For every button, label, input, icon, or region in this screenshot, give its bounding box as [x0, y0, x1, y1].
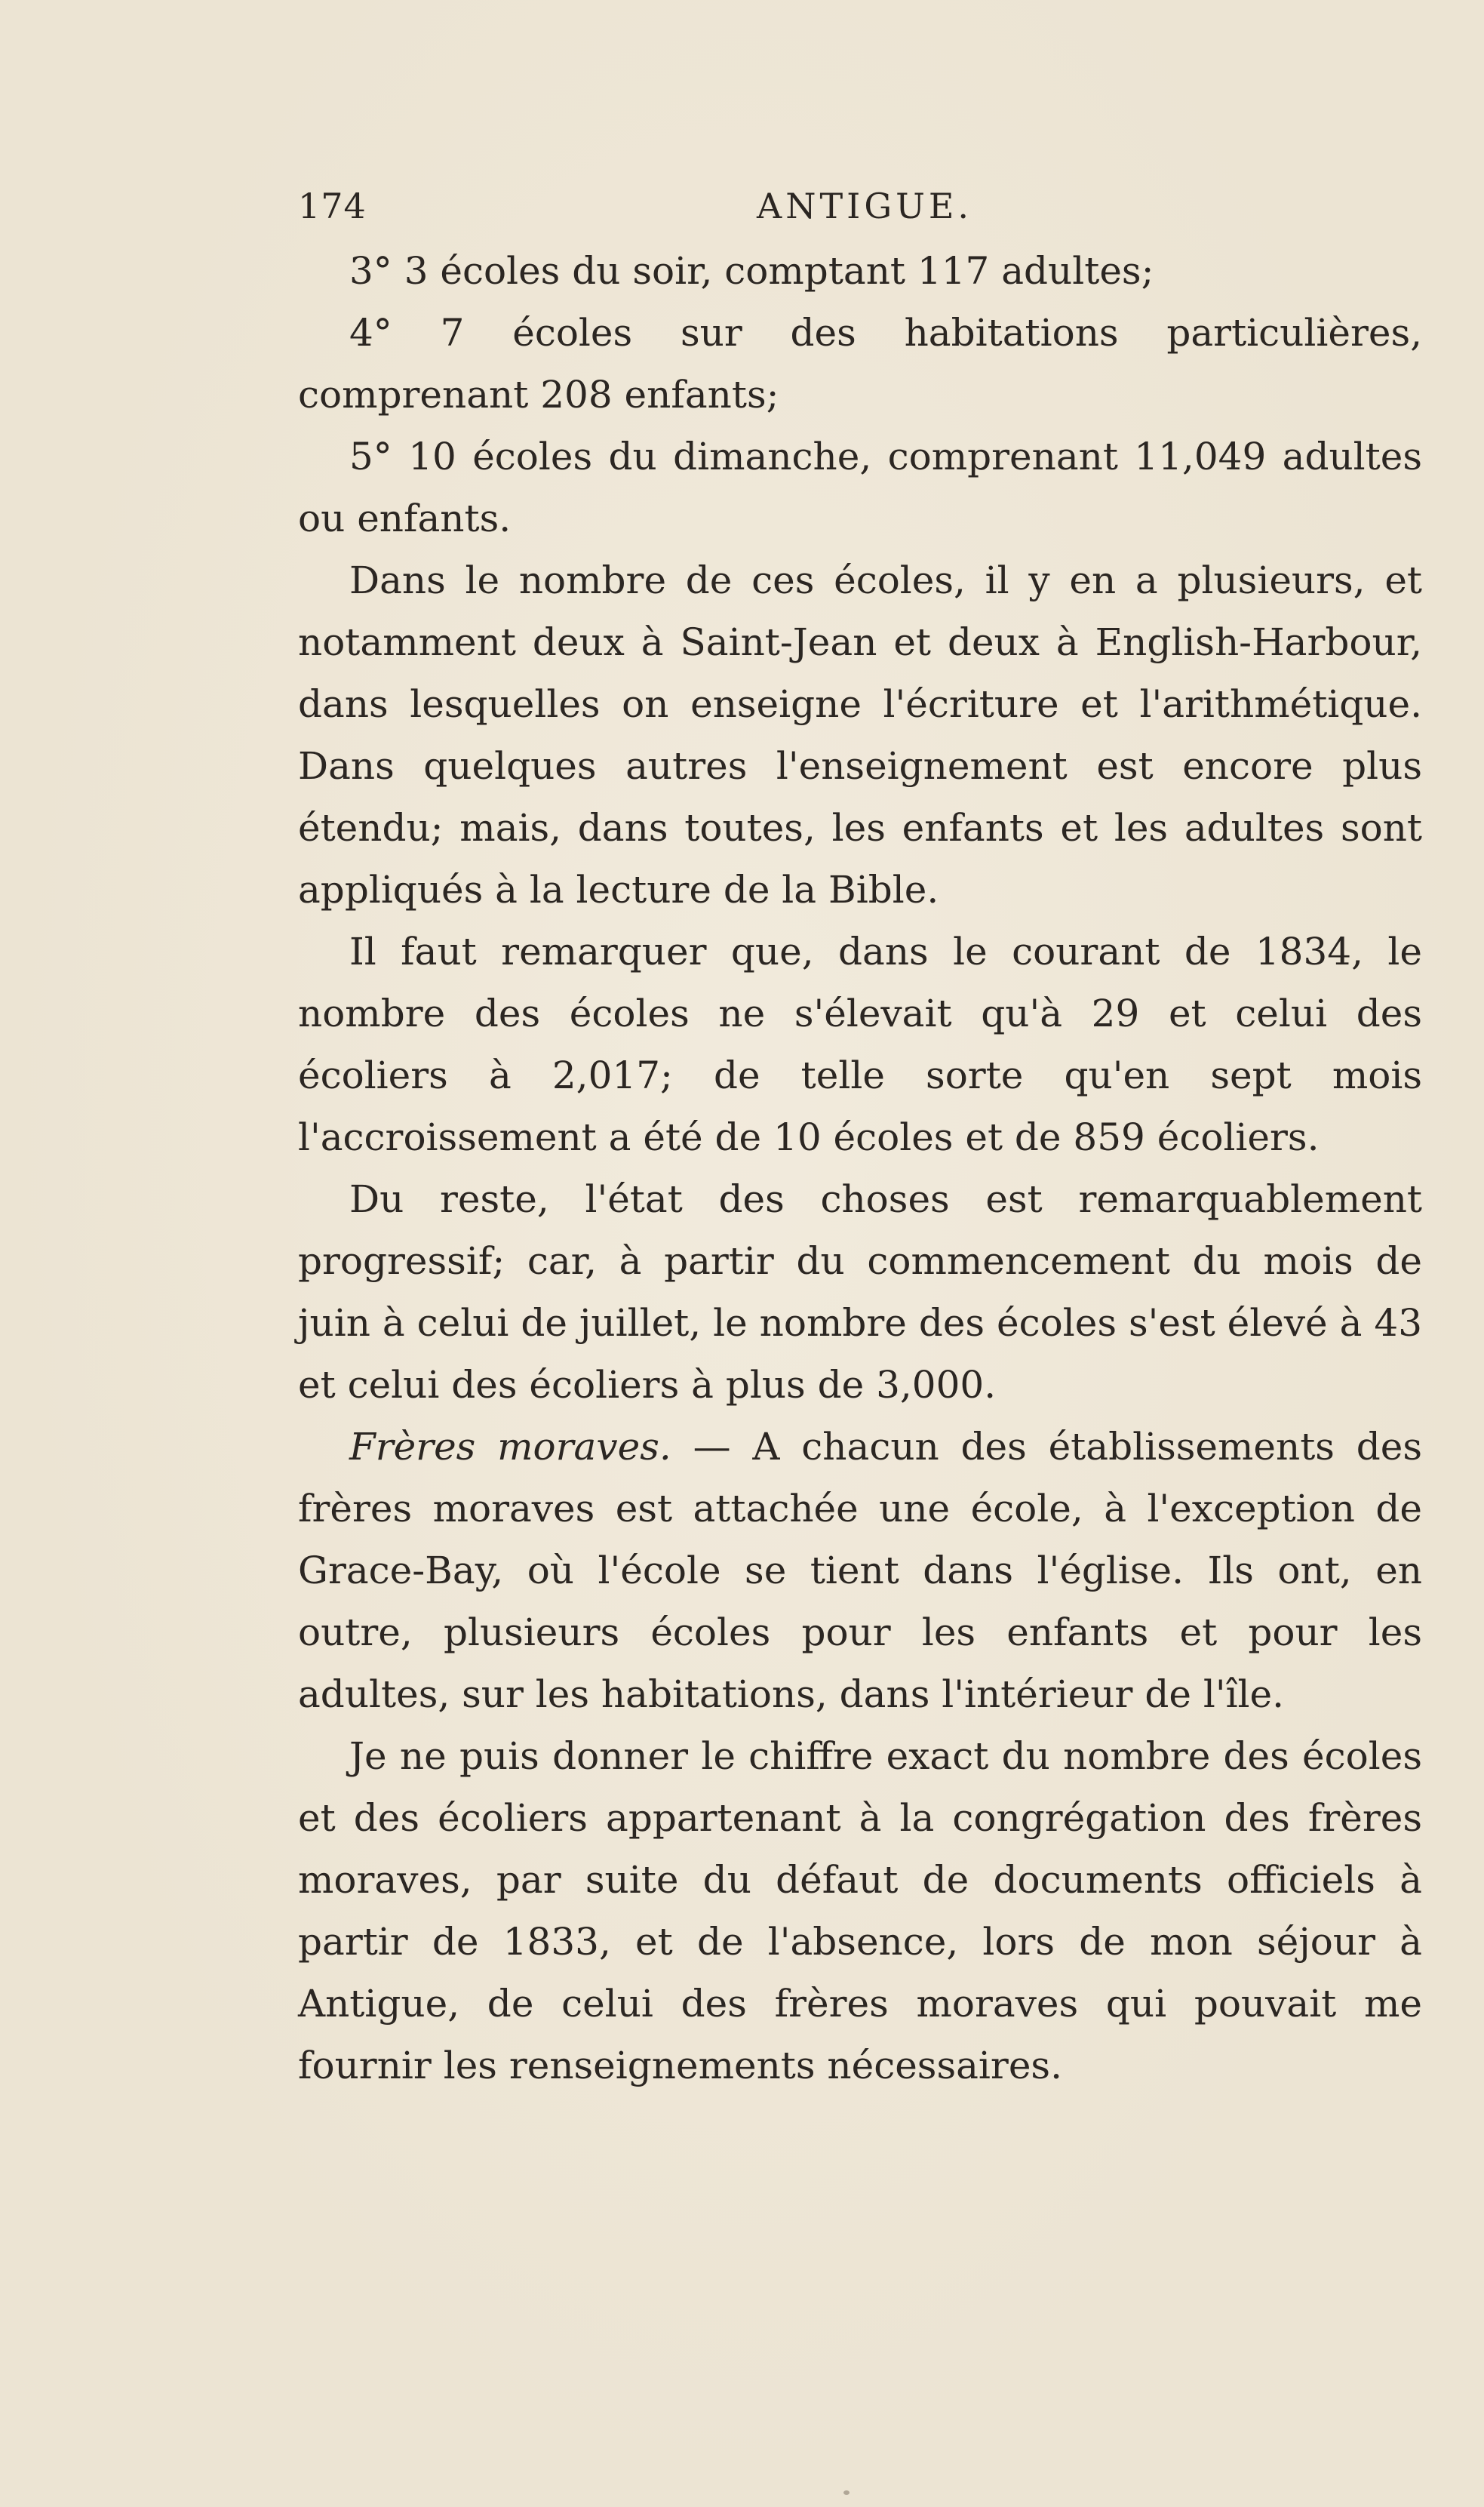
paragraph-plantation-schools: 4° 7 écoles sur des habitations particulières, comprenant 208 enfants; [298, 311, 1422, 417]
section-lead-moravian: Frères moraves. [349, 1425, 671, 1469]
page-number: 174 [298, 186, 367, 226]
body-text [298, 240, 1422, 2096]
paragraph-moravian-brothers [298, 1416, 1422, 1725]
paragraph-sunday-schools: 5° 10 écoles du dimanche, comprenant 11,049 adultes ou enfants. [298, 435, 1422, 540]
paragraph-moravian-text: — A chacun des établissements des frères moraves est attachée une école, à l'exception de Grace-Bay, où l'école se tient dans l'église. Ils ont, en outre, plusieurs écoles pour les enfants et pour les adultes, sur les habitations, dans l'intérieur de l'île. [298, 1425, 1423, 1716]
paragraph-progress: Du reste, l'état des choses est remarquablement progressif; car, à partir du commencement du mois de juin à celui de juillet, le nombre des écoles s'est élevé à 43 et celui des écoliers à plus de 3,000. [298, 1177, 1422, 1407]
running-head [298, 186, 1415, 238]
paragraph-1834-numbers: Il faut remarquer que, dans le courant de 1834, le nombre des écoles ne s'élevait qu'à 29 et celui des écoliers à 2,017; de telle sorte qu'en sept mois l'accroissement a été de 10 écoles et de 859 écoliers. [298, 930, 1422, 1159]
paragraph-moravian-figures: Je ne puis donner le chiffre exact du nombre des écoles et des écoliers appartenant à la congrégation des frères moraves, par suite du défaut de documents officiels à partir de 1833, et de l'absence, lors de mon séjour à Antigue, de celui des frères moraves qui pouvait me fournir les renseignements nécessaires. [298, 1734, 1422, 2087]
paragraph-school-teaching: Dans le nombre de ces écoles, il y en a plusieurs, et notamment deux à Saint-Jean et deux à English-Harbour, dans lesquelles on enseigne l'écriture et l'arithmétique. Dans quelques autres l'enseignement est encore plus étendu; mais, dans toutes, les enfants et les adultes sont appliqués à la lecture de la Bible. [298, 558, 1422, 912]
paragraph-evening-schools: 3° 3 écoles du soir, comptant 117 adultes; [349, 249, 1154, 293]
paper-speck [843, 2490, 850, 2495]
running-title: ANTIGUE. [757, 186, 973, 226]
